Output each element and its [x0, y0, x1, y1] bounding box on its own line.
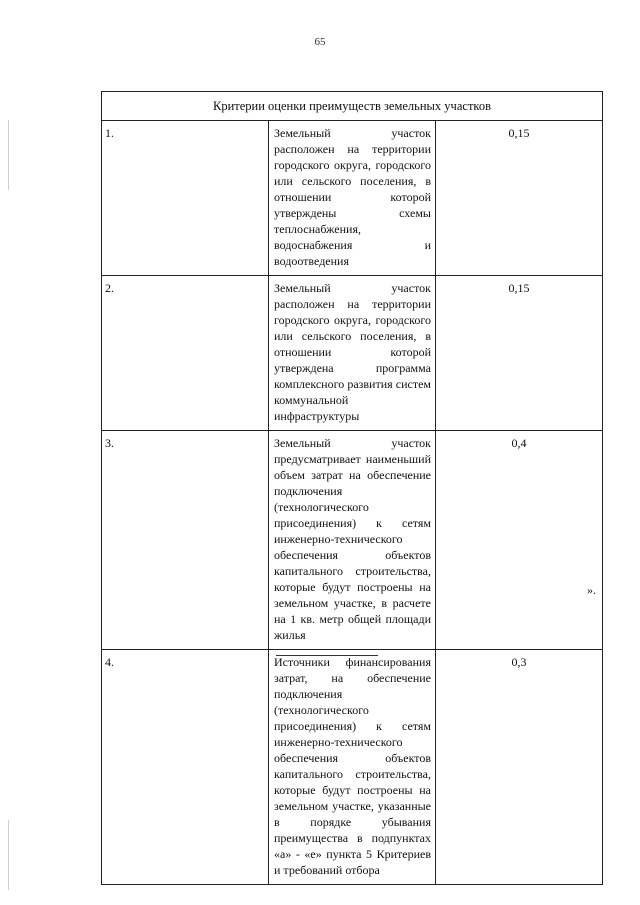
separator-line — [276, 655, 378, 656]
criteria-table — [101, 91, 603, 885]
scan-edge-mark — [8, 820, 9, 890]
page-number: 65 — [314, 36, 326, 48]
scan-edge-mark — [8, 120, 9, 190]
table-row — [102, 650, 603, 885]
criterion-weight: 0,15 — [436, 276, 603, 431]
criterion-text: Источники финансирования затрат, на обеспечение подключения (технологического присоединения) к сетям инженерно-технического обеспечения объектов капитального строительства, которые будут построены на земельном участке, указанные в порядке убывания преимущества в подпунктах «а» - «е» пункта 5 Критериев и требований отбора — [269, 650, 436, 885]
row-number: 1. — [102, 121, 269, 276]
row-number: 3. — [102, 431, 269, 650]
criterion-weight: 0,4 — [436, 431, 603, 650]
criterion-text: Земельный участок расположен на территории городского округа, городского или сельского поселения, в отношении которой утверждена программа комплексного развития систем коммунальной инфраструктуры — [269, 276, 436, 431]
table-row — [102, 121, 603, 276]
table-header: Критерии оценки преимуществ земельных участков — [102, 92, 603, 121]
criterion-text: Земельный участок расположен на территории городского округа, городского или сельского поселения, в отношении которой утверждены схемы теплоснабжения, водоснабжения и водоотведения — [269, 121, 436, 276]
closing-quote: ». — [587, 583, 596, 597]
table-row — [102, 431, 603, 650]
table-header-row — [102, 92, 603, 121]
table-row — [102, 276, 603, 431]
criterion-weight: 0,15 — [436, 121, 603, 276]
row-number: 4. — [102, 650, 269, 885]
criterion-text: Земельный участок предусматривает наименьший объем затрат на обеспечение подключения (технологического присоединения) к сетям инженерно-технического обеспечения объектов капитального строительства, которые будут построены на земельном участке, в расчете на 1 кв. метр общей площади жилья — [269, 431, 436, 650]
criterion-weight: 0,3 — [436, 650, 603, 885]
row-number: 2. — [102, 276, 269, 431]
